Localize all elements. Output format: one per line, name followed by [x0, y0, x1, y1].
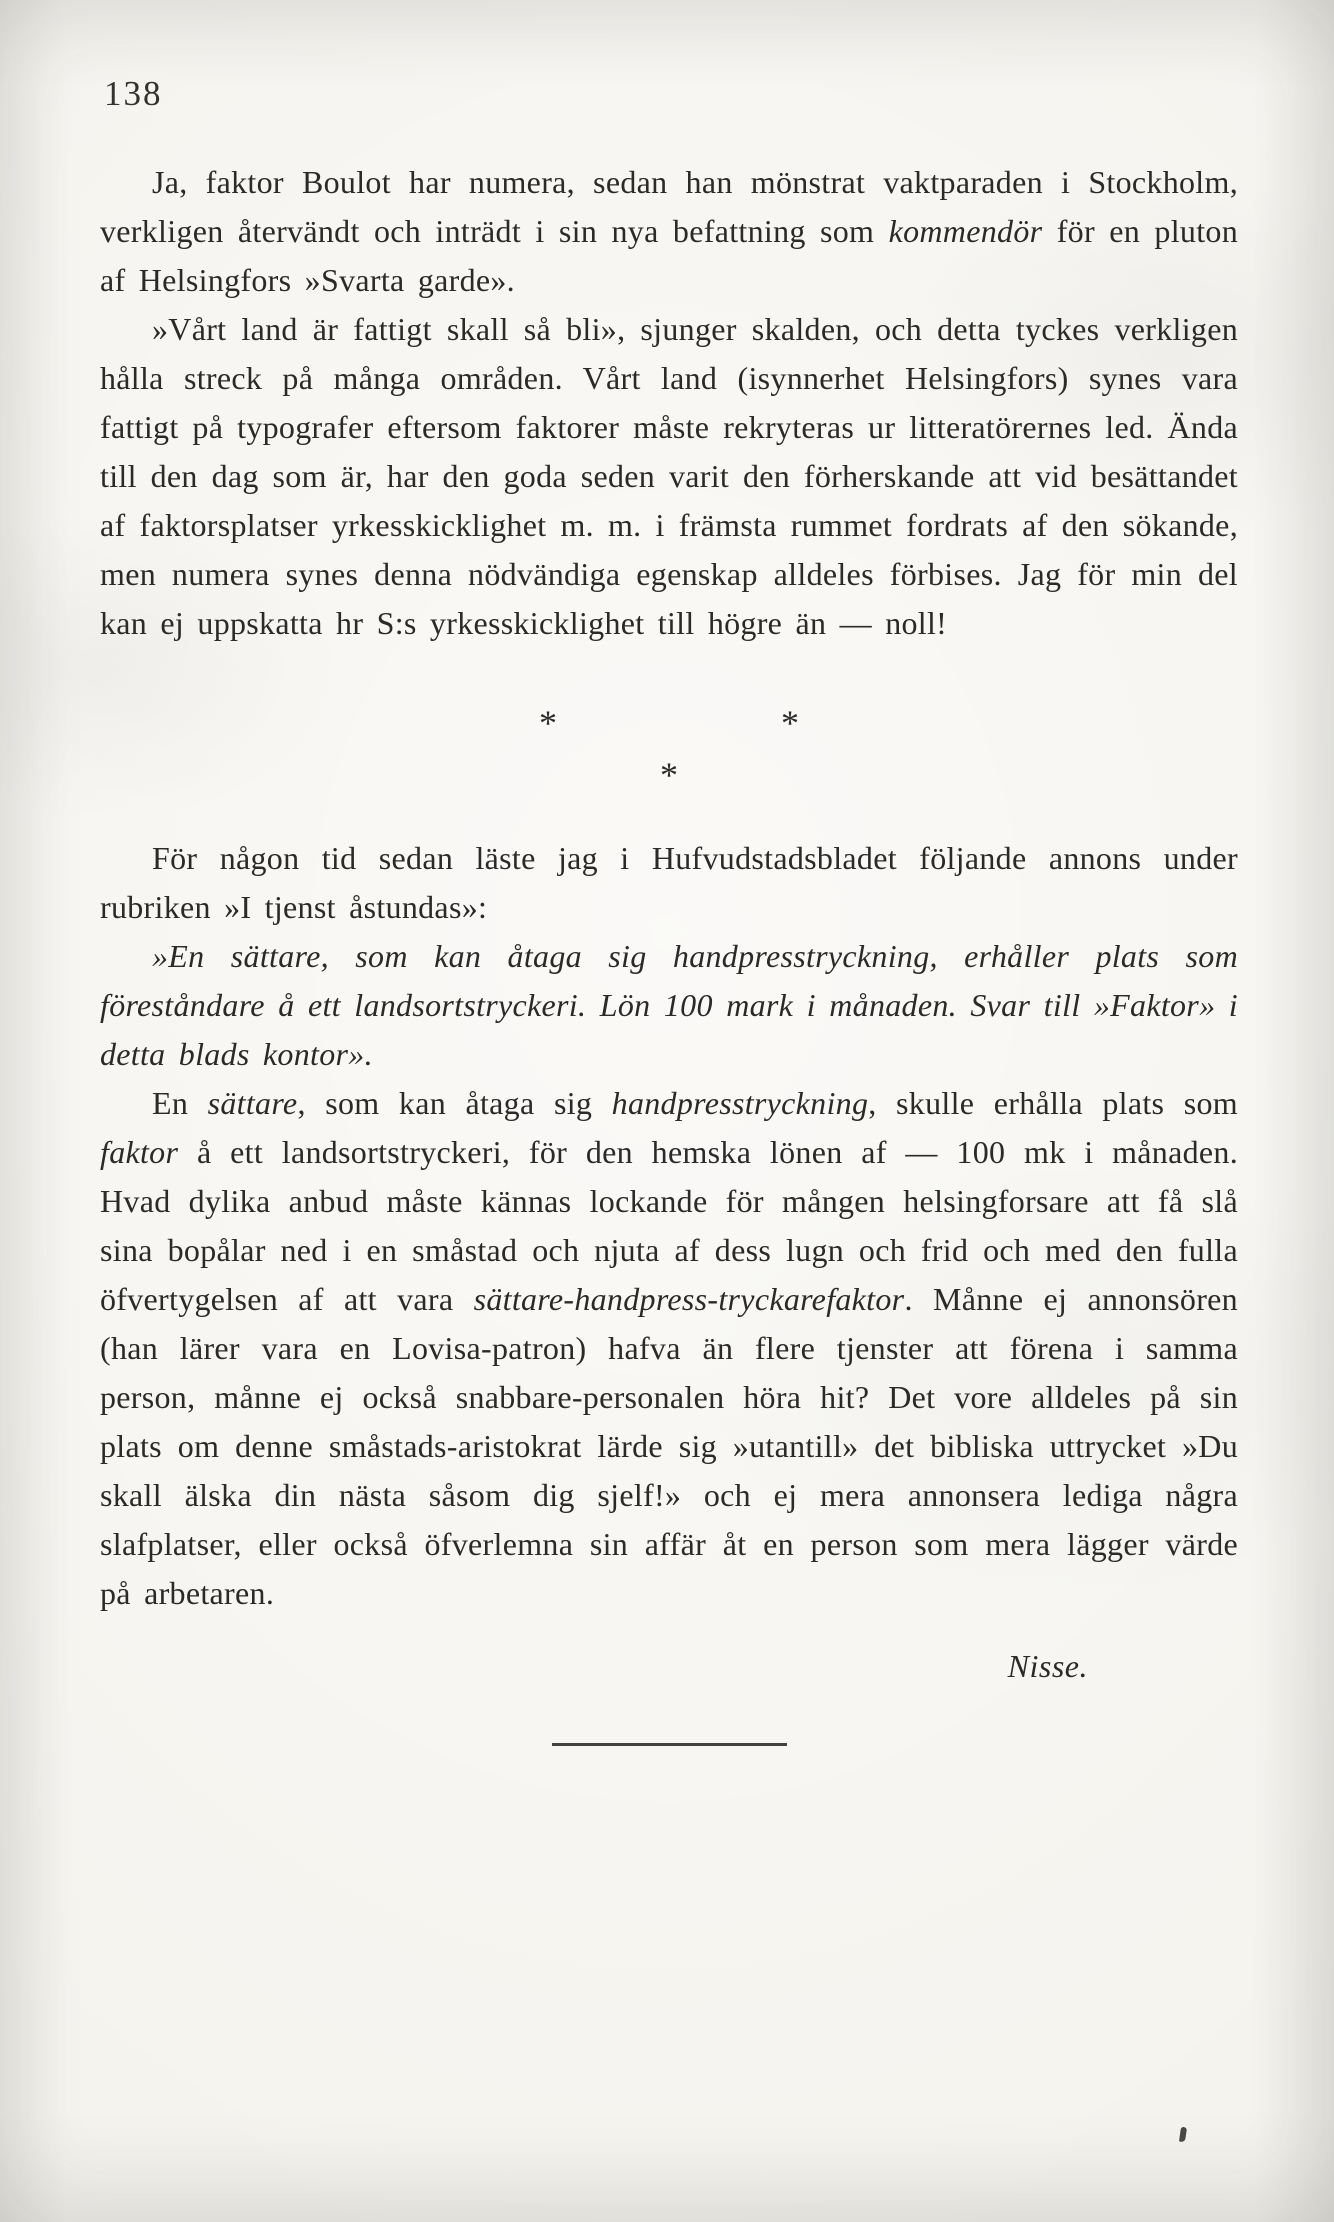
text-run-italic: sättare-handpress-tryckarefaktor [473, 1281, 905, 1317]
signature: Nisse. [1007, 1648, 1088, 1684]
separator-row-bottom [100, 754, 1238, 796]
paragraph-1 [100, 158, 1238, 305]
paragraph-5 [100, 1079, 1238, 1618]
text-run: . Månne ej annonsören (han lärer vara en Lovisa-patron) hafva än flere tjenster att förena i samma person, månne ej också snabbare-personalen höra hit? Det vore alldeles på sin plats om denne småstads-aristokrat lärde sig »utantill» det bibliska uttrycket »Du skall älska din nästa såsom dig sjelf!» och ej mera annonsera lediga några slafplatser, eller också öfverlemna sin affär åt en person som mera lägger värde på arbetaren. [100, 1281, 1238, 1611]
text-run: å ett landsortstryckeri, för den hemska lönen af — 100 mk i månaden. Hvad dylika anbud måste kännas lockande för mången helsingforsare att få slå sina bopålar ned i en småstad och njuta af dess lugn och frid och med den fulla öfvertygelsen af att vara [100, 1134, 1238, 1317]
section-separator [100, 702, 1238, 796]
text-run: , skulle erhålla plats som [868, 1085, 1239, 1121]
asterisk: * [781, 703, 799, 743]
text-run-italic: handpresstryckning [611, 1085, 869, 1121]
page-number: 138 [104, 74, 163, 113]
text-run: Ja, faktor Boulot har numera, sedan han mönstrat vaktparaden i Stockholm, verkligen återvändt och inträdt i sin nya befattning som [100, 164, 1238, 249]
text-run-italic: »En sättare, som kan åtaga sig handpresstryckning, erhåller plats som föreståndare å ett landsortstryckeri. Lön 100 mark i månaden. Svar till »Faktor» i detta blads kontor». [100, 938, 1238, 1072]
text-run: »Vårt land är fattigt skall så bli», sjunger skalden, och detta tyckes verkligen hålla streck på många områden. Vårt land (isynnerhet Helsingfors) synes vara fattigt på typografer eftersom faktorer måste rekryteras ur litteratörernes led. Ända till den dag som är, har den goda seden varit den förherskande att vid besättandet af faktorsplatser yrkesskicklighet m. m. i främsta rummet fordrats af den sökande, men numera synes denna nödvändiga egenskap alldeles förbises. Jag för min del kan ej uppskatta hr S:s yrkesskicklighet till högre än — noll! [100, 311, 1238, 641]
scan-artifact [1179, 2127, 1187, 2143]
text-run: För någon tid sedan läste jag i Hufvudstadsbladet följande annons under rubriken »I tjenst åstundas»: [100, 840, 1238, 925]
paragraph-2 [100, 305, 1238, 648]
text-run-italic: sättare [207, 1085, 298, 1121]
separator-row-top [100, 702, 1238, 744]
paragraph-3 [100, 834, 1238, 932]
asterisk: * [539, 703, 557, 743]
text-run: En [152, 1085, 208, 1121]
paragraph-4-advertisement [100, 932, 1238, 1079]
text-block [100, 158, 1238, 1746]
text-run-italic: faktor [100, 1134, 179, 1170]
end-rule [552, 1743, 787, 1746]
text-run: för en pluton af Helsingfors »Svarta garde». [100, 213, 1238, 298]
text-run: , som kan åtaga sig [297, 1085, 612, 1121]
text-run-italic: kommendör [888, 213, 1043, 249]
asterisk: * [660, 755, 678, 795]
